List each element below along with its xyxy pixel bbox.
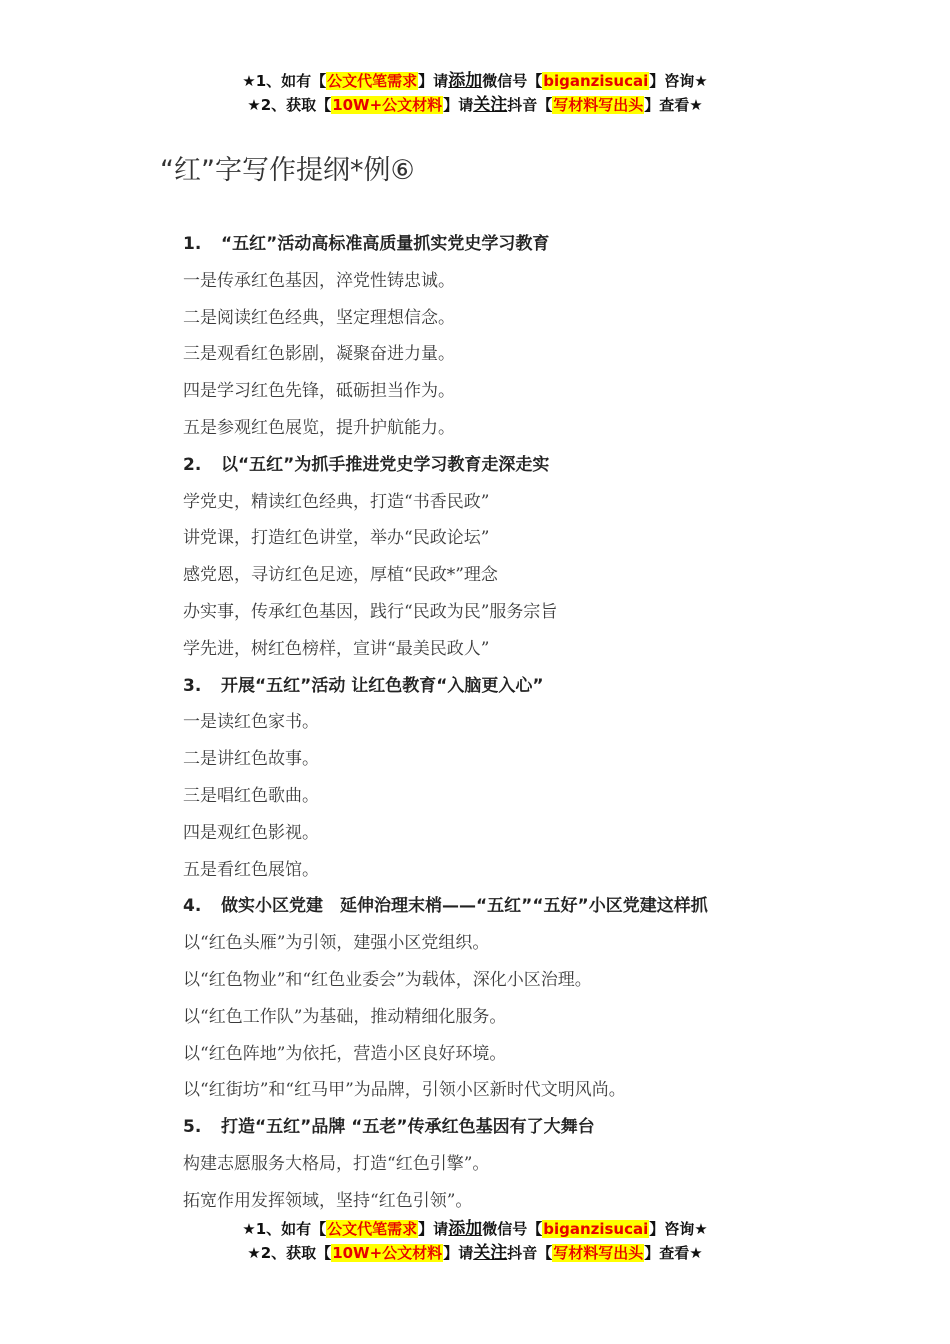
promo-text: 】请 [418,72,449,90]
section-heading-text: “五红”活动高标准高质量抓实党史学习教育 [221,234,550,254]
promo-line-1 [0,1217,950,1241]
section-heading-text: 打造“五红”品牌 “五老”传承红色基因有了大舞台 [221,1117,595,1138]
promo-text: 】请 [443,1244,474,1262]
promo-text: 】咨询★ [649,72,708,90]
section-heading-text: 以“五红”为抓手推进党史学习教育走深走实 [221,454,550,475]
promo-text: 微信号【 [482,72,543,90]
promo-douyin-id: 写材料写出头 [553,1244,644,1262]
outline-item: 感党恩，寻访红色足迹，厚植“民政*”理念 [183,565,498,586]
promo-banner-bottom [0,1217,950,1265]
outline-item: 五是参观红色展览，提升护航能力。 [183,417,455,438]
section-number: 2. [183,454,202,475]
outline-item: 办实事，传承红色基因，践行“民政为民”服务宗旨 [183,601,558,622]
promo-emphasis: 添加 [448,1219,483,1239]
promo-text: 抖音【 [507,96,553,114]
promo-text: 】咨询★ [649,1220,708,1238]
promo-highlight: 公文代笔需求 [327,1220,418,1238]
outline-item: 以“红街坊”和“红马甲”为品牌，引领小区新时代文明风尚。 [183,1080,626,1101]
promo-text: 】请 [418,1220,449,1238]
promo-text: 】请 [443,96,474,114]
outline-item: 以“红色阵地”为依托，营造小区良好环境。 [183,1043,507,1064]
promo-line-2 [0,1241,950,1265]
promo-wechat-id: biganzisucai [543,1220,649,1238]
outline-item: 以“红色物业”和“红色业委会”为载体，深化小区治理。 [183,969,592,990]
outline-item: 一是读红色家书。 [183,712,319,733]
promo-text: 抖音【 [507,1244,553,1262]
promo-text: ★2、获取【 [247,1244,332,1262]
outline-item: 学先进，树红色榜样，宣讲“最美民政人” [183,638,490,659]
promo-banner-top [0,69,950,117]
promo-line-2 [0,93,950,117]
promo-emphasis: 关注 [473,95,508,115]
promo-emphasis: 关注 [473,1243,508,1263]
promo-highlight: 10W+公文材料 [332,1244,443,1262]
outline-body [183,226,903,1220]
outline-item: 构建志愿服务大格局，打造“红色引擎”。 [183,1153,490,1174]
outline-item: 讲党课，打造红色讲堂，举办“民政论坛” [183,528,490,549]
promo-highlight: 公文代笔需求 [327,72,418,90]
section-number: 3. [183,675,202,696]
outline-item: 拓宽作用发挥领域，坚持“红色引领”。 [183,1190,473,1211]
promo-text: ★1、如有【 [242,72,327,90]
outline-item: 以“红色工作队”为基础，推动精细化服务。 [183,1006,507,1027]
outline-item: 二是阅读红色经典，坚定理想信念。 [183,307,455,328]
promo-text: ★2、获取【 [247,96,332,114]
promo-text: 】查看★ [644,1244,703,1262]
section-number: 4. [183,896,202,917]
outline-item: 五是看红色展馆。 [183,859,319,880]
section-heading [183,888,903,925]
promo-emphasis: 添加 [448,71,483,91]
promo-text: ★1、如有【 [242,1220,327,1238]
section-heading-text: 做实小区党建 延伸治理末梢——“五红”“五好”小区党建这样抓 [221,896,708,917]
outline-item: 三是观看红色影剧，凝聚奋进力量。 [183,344,455,365]
section-number: 1. [183,234,202,254]
outline-item: 学党史，精读红色经典，打造“书香民政” [183,491,490,512]
outline-item: 二是讲红色故事。 [183,749,319,770]
outline-item: 四是学习红色先锋，砥砺担当作为。 [183,381,455,402]
outline-item: 四是观红色影视。 [183,822,319,843]
outline-item: 一是传承红色基因，淬党性铸忠诚。 [183,270,455,291]
promo-text: 微信号【 [482,1220,543,1238]
section-heading-text: 开展“五红”活动 让红色教育“入脑更入心” [221,675,544,696]
promo-line-1 [0,69,950,93]
outline-item: 以“红色头雁”为引领，建强小区党组织。 [183,933,490,954]
section-heading [183,1109,903,1146]
section-number: 5. [183,1117,202,1138]
promo-douyin-id: 写材料写出头 [553,96,644,114]
document-title: “红”字写作提纲*例⑥ [160,155,415,186]
promo-text: 】查看★ [644,96,703,114]
section-heading [183,226,903,263]
section-heading [183,447,903,484]
outline-item: 三是唱红色歌曲。 [183,785,319,806]
promo-wechat-id: biganzisucai [543,72,649,90]
section-heading [183,668,903,705]
promo-highlight: 10W+公文材料 [332,96,443,114]
